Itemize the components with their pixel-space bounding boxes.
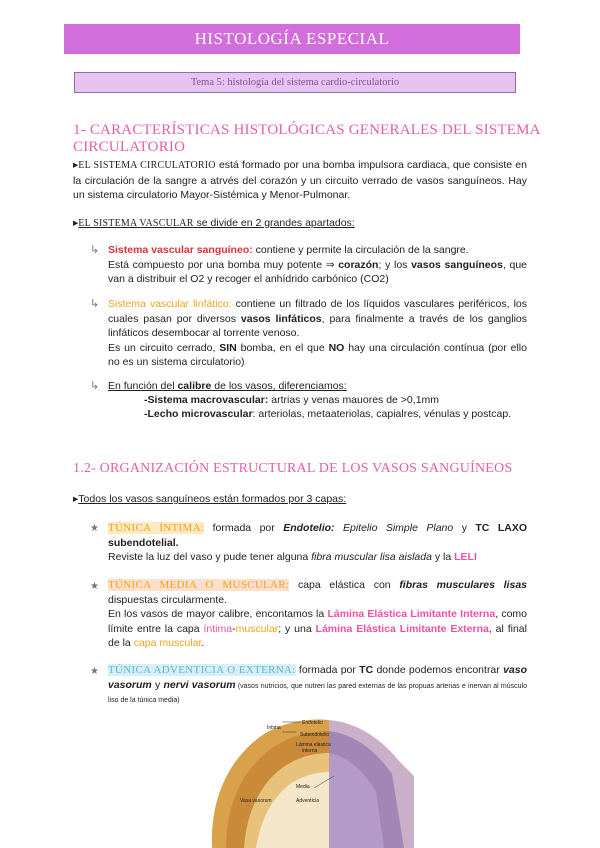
item-text: , que van a distribuir el O2 y recoger el anhídrido carbónico (CO2) [108,258,527,285]
item-text: y la [431,551,455,563]
item-text: En función del [108,380,178,392]
item-text: donde podemos encontrar [373,664,504,676]
item-text: contiene y permite la circulación de la sangre. [252,244,469,256]
item-text: bomba, en el que [236,341,329,354]
arrow-icon: ↳ [90,298,100,310]
item-text: ; y una [278,622,316,635]
caliber-item [108,379,527,394]
item-bold: calibre [177,380,212,392]
item-text: de los vasos, diferenciamos: [211,380,347,392]
item-text: capa elástica con [289,579,400,591]
lamina-label: Lámina elástica [296,742,331,748]
item-text: , para finalmente a través de los ganglios linfáticos desembocar al torrente venoso. [108,312,528,339]
item-italic: fibra muscular lisa aislada [311,551,432,563]
star-icon: ★ [90,523,99,534]
star-icon: ★ [90,581,99,592]
item-text: formada por [295,664,360,676]
intima-term: íntima [203,622,233,635]
lymph-vascular-title: Sistema vascular linfático: [108,298,232,310]
division-line [73,216,527,232]
lymph-vascular-item [108,297,527,370]
item-bold: corazón [338,258,379,271]
item-text: contiene un filtrado de los líquidos vasculares periféricos, los cuales pasan por diversos [108,298,527,325]
adventicia-label: TÚNICA ADVENTICIA O EXTERNA: [108,664,296,676]
layers-intro-text: Todos los vasos sanguíneos están formados por 3 capas: [78,493,347,505]
lamina-interna-term: Lámina Elástica Limitante Interna [327,608,496,620]
item-bold: vasos sanguíneos [411,258,503,271]
item-text: , como límite entre la capa [108,608,528,635]
item-text: , al final de la [108,622,527,649]
item-text: artrias y venas mauores de >0,1mm [268,394,440,406]
item-bold: -Lecho microvascular [144,408,253,420]
bullet-icon: ▸ [73,159,79,171]
layers-intro [73,492,527,507]
capa-muscular-term: capa muscular [133,637,202,649]
media-fig-label: Media [296,784,310,790]
item-bold: TC [359,664,374,676]
item-bold: -Sistema macrovascular: [144,394,269,406]
document-title: HISTOLOGÍA ESPECIAL [194,29,390,48]
item-bold: TC LAXO subendotelial. [108,522,527,549]
item-text: Es un circuito cerrado, [108,341,220,354]
arrow-icon: ↳ [90,380,100,392]
item-text: formada por [204,522,284,534]
vasa-vasorum-label: Vasa vasorum [240,798,272,804]
item-bold: vasos linfáticos [240,312,322,325]
blood-vascular-item [108,243,527,287]
intro-paragraph [73,158,527,203]
adventicia-fig-label: Adventicia [296,798,320,804]
item-text: y [453,522,476,534]
item-text: Está compuesto por una bomba muy potente ⇒ [108,258,339,271]
division-text: se divide en 2 grandes apartados: [193,217,355,229]
item-text: - [232,622,236,635]
adventicia-item [108,663,527,707]
item-bold: Endotelio: [283,522,335,534]
lamina-externa-term: Lámina Elástica Limitante Externa [315,622,489,635]
item-text: En los vasos de mayor calibre, encontamos la [108,608,328,620]
adventicia-note: (vasos nutricios, que nutren las pared externas de las propuas arterias e inervan al músculo liso de la túnica media) [108,682,527,704]
leli-term: LELI [454,551,477,563]
star-icon: ★ [90,666,99,677]
subendotelio-label: Subendotelio [300,732,330,738]
item-bold: fibras musculares lisas [399,579,527,591]
item-text: . [201,637,205,649]
item-text: y [151,678,164,691]
topic-subtitle: Tema 5: histología del sistema cardio-circulatorio [190,77,400,88]
arrow-icon: ↳ [90,244,100,256]
item-bold: nervi vasorum [163,678,236,691]
intima-fig-label: Íntima [267,725,281,731]
media-item [108,578,527,651]
interna-label: interna [302,748,318,754]
item-bold: NO [328,341,345,354]
item-text: : arteriolas, metaateriolas, capialres, vénulas y postcap. [252,408,512,420]
blood-vascular-title: Sistema vascular sanguíneo: [108,244,253,256]
endotelio-label: Endotelio [302,720,323,726]
intro-text: está formado por una bomba impulsora cardiaca, que consiste en la circulación de la sangre a atrvés del corazón y un circuito verrado de vasos sanguíneos. Hay un sistema circulatorio Mayor-Sistémica y Menor-Pulmonar. [73,159,527,201]
muscular-term: muscular [235,622,279,635]
item-text: ; y los [378,258,412,271]
item-bold: vaso vasorum [108,664,527,691]
bullet-icon: ▸ [73,493,79,505]
macrovascular-line [144,393,527,408]
document-title-banner [64,24,520,54]
intro-lead: EL SISTEMA CIRCULATORIO [78,160,216,171]
vessel-wall-figure [204,716,414,848]
section2-heading: 1.2- ORGANIZACIÓN ESTRUCTURAL DE LOS VASOS SANGUÍNEOS [73,461,513,476]
topic-subtitle-banner [74,72,516,93]
item-bold: SIN [219,341,237,354]
intima-item [108,521,527,565]
microvascular-line [144,407,527,422]
item-italic: Epitelio Simple Plano [334,522,454,534]
item-text: hay una circulación contínua (por ello no es un sistema circulatorio) [108,341,527,368]
intima-label: TÚNICA ÍNTIMA: [108,522,205,534]
division-lead: EL SISTEMA VASCULAR [78,218,194,229]
media-label: TÚNICA MEDIA O MUSCULAR: [108,579,290,591]
item-text: dispuestas circularmente. [108,593,228,606]
bullet-icon: ▸ [73,217,79,229]
item-text: Reviste la luz del vaso y pude tener alguna [108,551,312,563]
section1-heading: 1- CARACTERÍSTICAS HISTOLÓGICAS GENERALES DEL SISTEMA CIRCULATORIO [73,122,540,155]
